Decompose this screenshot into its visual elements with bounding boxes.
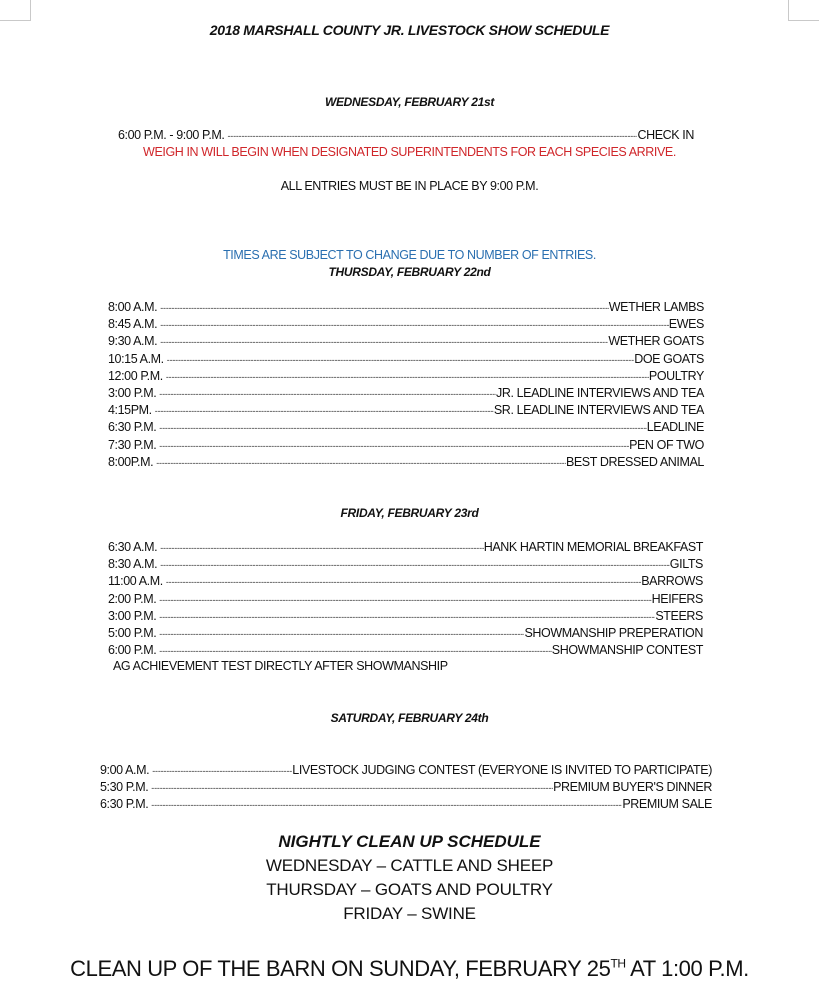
wednesday-heading: WEDNESDAY, FEBRUARY 21st — [324, 95, 495, 109]
leader-dashes — [159, 626, 524, 643]
leader-dashes — [159, 438, 629, 455]
weigh-in-note: WEIGH IN WILL BEGIN WHEN DESIGNATED SUPERINTENDENTS FOR EACH SPECIES ARRIVE. — [143, 145, 676, 159]
schedule-row — [108, 299, 704, 316]
row-event: WETHER LAMBS — [608, 300, 704, 314]
row-event: BEST DRESSED ANIMAL — [565, 454, 704, 469]
row-time: 9:00 A.M. — [100, 763, 150, 777]
row-time: 6:30 P.M. — [108, 420, 157, 435]
schedule-row — [108, 625, 703, 642]
schedule-row — [108, 556, 703, 573]
times-change-note: TIMES ARE SUBJECT TO CHANGE DUE TO NUMBER OF ENTRIES. — [223, 248, 596, 262]
row-time: 10:15 A.M. — [108, 351, 164, 366]
leader-dashes — [160, 540, 483, 557]
row-event: WETHER GOATS — [608, 334, 704, 349]
leader-dashes — [155, 403, 494, 420]
schedule-row — [108, 642, 703, 659]
row-event: HANK HARTIN MEMORIAL BREAKFAST — [483, 540, 703, 554]
cleanup-heading: NIGHTLY CLEAN UP SCHEDULE — [278, 832, 541, 851]
cleanup-line: FRIDAY – SWINE — [343, 904, 476, 923]
leader-dashes — [166, 574, 641, 591]
leader-dashes — [160, 334, 608, 351]
schedule-row — [108, 454, 704, 471]
final-note-time: AT 1:00 P.M. — [625, 956, 749, 981]
row-event: BARROWS — [641, 574, 703, 589]
leader-dashes — [152, 763, 292, 780]
leader-dashes — [159, 643, 551, 660]
thursday-heading: THURSDAY, FEBRUARY 22nd — [328, 265, 491, 279]
row-time: 4:15PM. — [108, 403, 152, 418]
page-corner-right — [788, 0, 819, 21]
entries-note: ALL ENTRIES MUST BE IN PLACE BY 9:00 P.M. — [280, 179, 539, 193]
saturday-heading: SATURDAY, FEBRUARY 24th — [330, 711, 489, 725]
leader-dashes — [159, 420, 646, 437]
leader-dashes — [160, 317, 669, 334]
row-event: SHOWMANSHIP CONTEST — [551, 643, 703, 658]
leader-dashes — [151, 797, 622, 814]
schedule-row — [100, 762, 712, 779]
row-time: 6:00 P.M. - 9:00 P.M. — [118, 128, 225, 142]
leader-dashes — [160, 557, 670, 574]
leader-dashes — [167, 352, 634, 369]
cleanup-line: THURSDAY – GOATS AND POULTRY — [266, 880, 553, 899]
row-event: STEERS — [655, 608, 703, 623]
row-event: DOE GOATS — [634, 351, 704, 366]
schedule-row — [108, 333, 704, 350]
cleanup-line: WEDNESDAY – CATTLE AND SHEEP — [265, 856, 554, 875]
row-time: 8:00P.M. — [108, 454, 154, 469]
row-time: 6:30 P.M. — [100, 797, 149, 812]
schedule-row — [108, 591, 703, 608]
schedule-row — [108, 316, 704, 333]
row-time: 6:00 P.M. — [108, 643, 157, 658]
row-time: 3:00 P.M. — [108, 386, 157, 400]
leader-dashes — [227, 128, 637, 145]
schedule-row — [108, 437, 704, 454]
schedule-row — [108, 351, 704, 368]
row-time: 6:30 A.M. — [108, 540, 158, 554]
page-corner-left — [0, 0, 31, 21]
schedule-row — [108, 385, 704, 402]
schedule-row — [108, 419, 704, 436]
leader-dashes — [159, 592, 651, 609]
leader-dashes — [160, 300, 609, 317]
row-event: PREMIUM SALE — [622, 797, 712, 812]
row-event: SHOWMANSHIP PREPERATION — [524, 626, 703, 640]
schedule-row — [100, 796, 712, 813]
row-event: LIVESTOCK JUDGING CONTEST (EVERYONE IS INVITED TO PARTICIPATE) — [292, 763, 712, 777]
row-time: 8:30 A.M. — [108, 557, 158, 572]
leader-dashes — [159, 386, 496, 403]
row-event: PEN OF TWO — [629, 437, 704, 452]
row-event: EWES — [668, 317, 704, 332]
row-event: PREMIUM BUYER'S DINNER — [553, 780, 712, 795]
leader-dashes — [166, 369, 649, 386]
leader-dashes — [159, 609, 655, 626]
row-event: POULTRY — [648, 368, 704, 383]
row-time: 11:00 A.M. — [108, 574, 163, 589]
row-time: 5:00 P.M. — [108, 626, 157, 640]
schedule-row — [108, 608, 703, 625]
row-event: LEADLINE — [646, 420, 704, 435]
row-time: 2:00 P.M. — [108, 591, 157, 606]
row-event: HEIFERS — [651, 591, 703, 606]
final-note-text: CLEAN UP OF THE BARN ON SUNDAY, FEBRUARY 25 — [70, 956, 611, 981]
final-cleanup-note — [0, 956, 819, 982]
row-event: JR. LEADLINE INTERVIEWS AND TEA — [495, 386, 704, 400]
row-event: SR. LEADLINE INTERVIEWS AND TEA — [493, 403, 704, 418]
friday-heading: FRIDAY, FEBRUARY 23rd — [340, 506, 479, 520]
row-time: 12:00 P.M. — [108, 368, 163, 383]
row-time: 8:00 A.M. — [108, 300, 158, 314]
row-time: 8:45 A.M. — [108, 317, 158, 332]
schedule-row — [118, 127, 694, 144]
row-time: 5:30 P.M. — [100, 780, 149, 795]
leader-dashes — [156, 455, 566, 472]
row-time: 3:00 P.M. — [108, 608, 157, 623]
document-title: 2018 MARSHALL COUNTY JR. LIVESTOCK SHOW SCHEDULE — [209, 22, 610, 38]
schedule-row — [100, 779, 712, 796]
leader-dashes — [151, 780, 553, 797]
row-time: 7:30 P.M. — [108, 437, 157, 452]
schedule-row — [108, 539, 703, 556]
final-note-ordinal: TH — [610, 956, 626, 971]
row-time: 9:30 A.M. — [108, 334, 158, 349]
row-event: GILTS — [669, 557, 703, 572]
schedule-row — [108, 402, 704, 419]
ag-achievement-note: AG ACHIEVEMENT TEST DIRECTLY AFTER SHOWMANSHIP — [113, 659, 448, 673]
schedule-row — [108, 573, 703, 590]
row-event: CHECK IN — [637, 128, 694, 142]
schedule-row — [108, 368, 704, 385]
